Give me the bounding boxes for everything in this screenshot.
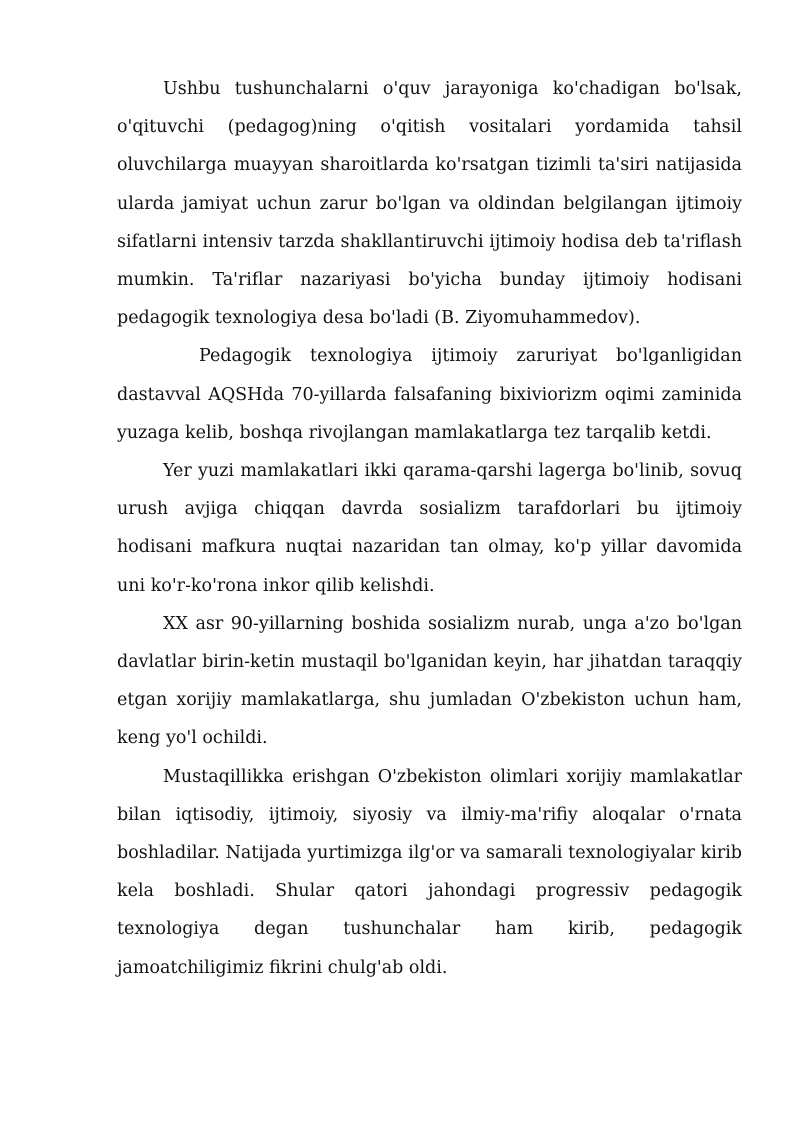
paragraph-3: Yer yuzi mamlakatlari ikki qarama-qarshi lagerga bo'linib, sovuq urush avjiga chiqqan davrda sosializm tarafdorlari bu ijtimoiy hodisani mafkura nuqtai nazaridan tan olmay, ko'p yillar davomida uni ko'r-ko'rona inkor qilib kelishdi. [117, 461, 742, 596]
paragraph-4: XX asr 90-yillarning boshida sosializm nurab, unga a'zo bo'lgan davlatlar birin-ketin mustaqil bo'lganidan keyin, har jihatdan taraqqiy etgan xorijiy mamlakatlarga, shu jumladan O'zbekiston uchun ham, keng yo'l ochildi. [117, 613, 742, 749]
document-page [117, 70, 742, 987]
paragraph-2: Pedagogik texnologiya ijtimoiy zaruriyat bo'lganligidan dastavval AQSHda 70-yillarda falsafaning bixiviorizm oqimi zaminida yuzaga kelib, boshqa rivojlangan mamlakatlarga tez tarqalib ketdi. [117, 346, 742, 443]
paragraph-1: Ushbu tushunchalarni o'quv jarayoniga ko'chadigan bo'lsak, o'qituvchi (pedagog)ning o'qitish vositalari yordamida tahsil oluvchilarga muayyan sharoitlarda ko'rsatgan tizimli ta'siri natijasida ularda jamiyat uchun zarur bo'lgan va oldindan belgilangan ijtimoiy sifatlarni intensiv tarzda shakllantiruvchi ijtimoiy hodisa deb ta'riflash mumkin. Ta'riflar nazariyasi bo'yicha bunday ijtimoiy hodisani pedagogik texnologiya desa bo'ladi (B. Ziyomuhammedov). [117, 79, 742, 329]
paragraph-5: Mustaqillikka erishgan O'zbekiston olimlari xorijiy mamlakatlar bilan iqtisodiy, ijtimoiy, siyosiy va ilmiy-ma'rifiy aloqalar o'rnata boshladilar. Natijada yurtimizga ilg'or va samarali texnologiyalar kirib kela boshladi. Shular qatori jahondagi progressiv pedagogik texnologiya degan tushunchalar ham kirib, pedagogik jamoatchiligimiz fikrini chulg'ab oldi. [117, 766, 742, 978]
